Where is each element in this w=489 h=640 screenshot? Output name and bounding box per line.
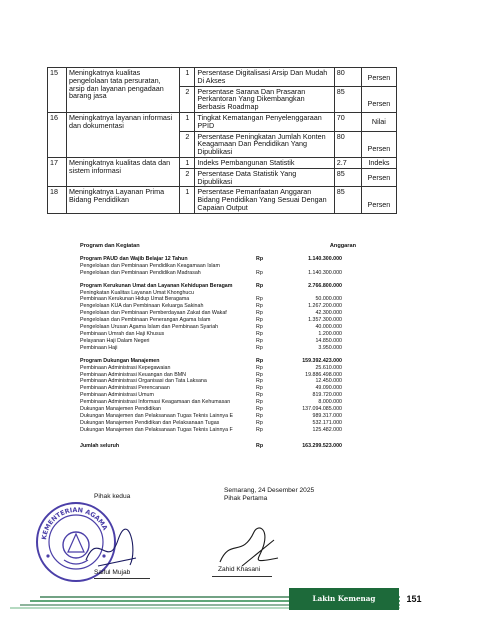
budget-activity-amount: 989.317.000 bbox=[312, 412, 342, 419]
budget-activity-row bbox=[80, 324, 405, 331]
indicator-target-goal: Meningkatnya kualitas data dan sistem informasi bbox=[67, 157, 180, 186]
budget-activity-amount: 8.000.000 bbox=[318, 399, 342, 406]
budget-program-title: Program Dukungan Manajemen bbox=[80, 357, 160, 364]
signature-right-line bbox=[212, 576, 272, 577]
budget-activity-amount: 50.000.000 bbox=[315, 296, 342, 303]
indicator-unit: Persen bbox=[361, 131, 396, 157]
budget-activity-rp: Rp bbox=[256, 378, 263, 385]
budget-program-rp: Rp bbox=[256, 357, 264, 364]
indicator-name: Indeks Pembangunan Statistik bbox=[195, 157, 334, 168]
budget-activity-rp: Rp bbox=[256, 399, 263, 406]
budget-activity-name: Pembinaan Administrasi Kepegawaian bbox=[80, 364, 171, 371]
indicator-item-index: 1 bbox=[180, 157, 195, 168]
budget-activity-rp: Rp bbox=[256, 344, 263, 351]
budget-section bbox=[80, 243, 405, 450]
budget-activity-amount: 532.171.000 bbox=[312, 419, 342, 426]
budget-total-row bbox=[80, 443, 405, 450]
budget-activity-amount: 42.300.000 bbox=[315, 310, 342, 317]
budget-activity-amount: 1.357.300.000 bbox=[308, 317, 342, 324]
budget-program-amount: 1.140.300.000 bbox=[308, 255, 342, 262]
budget-program-group bbox=[80, 256, 405, 277]
indicator-item-index: 2 bbox=[180, 168, 195, 187]
budget-activity-rp: Rp bbox=[256, 392, 263, 399]
footer-banner: Lakin Kemenag Purbalingga bbox=[289, 588, 399, 610]
indicator-item-index: 2 bbox=[180, 131, 195, 157]
budget-program-row bbox=[80, 256, 405, 263]
indicator-group-number: 18 bbox=[48, 187, 67, 213]
budget-activity-name: Pengelolaan Urusan Agama Islam dan Pembinaan Syariah bbox=[80, 324, 219, 331]
budget-activity-name: Pengelolaan dan Pembinaan Pemberdayaan Zakat dan Wakaf bbox=[80, 310, 227, 317]
indicator-name: Persentase Pemanfaatan Anggaran Bidang Pendidikan Yang Sesuai Dengan Capaian Output bbox=[195, 187, 334, 213]
indicator-table bbox=[47, 67, 397, 214]
budget-activity-amount: 819.720.000 bbox=[312, 392, 342, 399]
budget-total-rp: Rp bbox=[256, 442, 264, 449]
budget-activity-name: Pembinaan Administrasi Umum bbox=[80, 392, 154, 399]
indicator-row bbox=[48, 112, 397, 131]
budget-activity-name: Dukungan Manajemen Pendidikan dan Pelaksanaan Tugas bbox=[80, 419, 220, 426]
budget-program-rp: Rp bbox=[256, 255, 264, 262]
budget-activity-name: Dukungan Manajemen Pendidikan bbox=[80, 406, 161, 413]
budget-activity-row bbox=[80, 270, 405, 277]
budget-activity-row bbox=[80, 427, 405, 434]
budget-activity-name: Peningkatan Kualitas Layanan Umat Khonghucu bbox=[80, 289, 194, 296]
budget-activity-name: Pembinaan Kerukunan Hidup Umat Beragama bbox=[80, 296, 190, 303]
page-number: 151 bbox=[406, 594, 422, 604]
indicator-name: Persentase Sarana Dan Prasaran Perkantoran Yang Dikembangkan Berbasis Roadmap bbox=[195, 86, 334, 112]
budget-activity-rp: Rp bbox=[256, 426, 263, 433]
indicator-unit: Indeks bbox=[361, 157, 396, 168]
budget-activity-amount bbox=[292, 263, 342, 270]
indicator-target-value: 70 bbox=[334, 112, 361, 131]
budget-activity-name: Pembinaan Administrasi Perencanaan bbox=[80, 385, 170, 392]
budget-activity-rp: Rp bbox=[256, 337, 263, 344]
budget-program-amount: 2.766.800.000 bbox=[308, 282, 342, 289]
indicator-target-goal: Meningkatnya kualitas pengelolaan tata persuratan, arsip dan layanan pengadaan barang jasa bbox=[67, 68, 180, 113]
left-signature-scribble bbox=[78, 520, 148, 575]
indicator-unit: Persen bbox=[361, 86, 396, 112]
budget-activity-rp: Rp bbox=[256, 317, 263, 324]
budget-activity-name: Pembinaan Administrasi Informasi Keagamaan dan Kehumasan bbox=[80, 399, 231, 406]
indicator-item-index: 1 bbox=[180, 112, 195, 131]
budget-activity-rp: Rp bbox=[256, 371, 263, 378]
budget-activity-amount: 40.000.000 bbox=[315, 324, 342, 331]
budget-total-amount: 163.299.523.000 bbox=[302, 442, 342, 449]
budget-total-label: Jumlah seluruh bbox=[80, 442, 120, 449]
budget-activity-rp: Rp bbox=[256, 364, 263, 371]
right-signature-scribble bbox=[208, 518, 288, 573]
budget-program-rp: Rp bbox=[256, 282, 264, 289]
budget-activity-row bbox=[80, 317, 405, 324]
indicator-target-value: 2.7 bbox=[334, 157, 361, 168]
indicator-group-number: 16 bbox=[48, 112, 67, 157]
budget-activity-rp: Rp bbox=[256, 419, 263, 426]
budget-activity-rp: Rp bbox=[256, 303, 263, 310]
budget-groups bbox=[80, 256, 405, 434]
budget-program-group bbox=[80, 283, 405, 352]
budget-activity-rp: Rp bbox=[256, 330, 263, 337]
indicator-row bbox=[48, 157, 397, 168]
signature-place-date: Semarang, 24 Desember 2025 bbox=[224, 487, 315, 494]
signature-left-name: Saiful Mujab bbox=[94, 569, 131, 576]
budget-activity-amount: 137.094.085.000 bbox=[302, 406, 342, 413]
budget-activity-amount: 1.200.000 bbox=[318, 330, 342, 337]
budget-program-group bbox=[80, 358, 405, 434]
indicator-name: Tingkat Kematangan Penyelenggaraan PPID bbox=[195, 112, 334, 131]
budget-activity-row bbox=[80, 296, 405, 303]
svg-text:KEMENTERIAN AGAMA: KEMENTERIAN AGAMA bbox=[40, 505, 110, 541]
budget-activity-row bbox=[80, 420, 405, 427]
indicator-target-goal: Meningkatnya layanan informasi dan dokumentasi bbox=[67, 112, 180, 157]
budget-activity-amount: 25.610.000 bbox=[315, 364, 342, 371]
budget-activity-rp: Rp bbox=[256, 296, 263, 303]
budget-activity-row bbox=[80, 378, 405, 385]
budget-activity-name: Pengelolaan dan Pembinaan Penerangan Agama Islam bbox=[80, 317, 211, 324]
budget-activity-row bbox=[80, 345, 405, 352]
budget-activity-rp bbox=[256, 290, 292, 297]
budget-activity-amount: 1.140.300.000 bbox=[308, 269, 342, 276]
indicator-unit: Persen bbox=[361, 187, 396, 213]
indicator-unit: Nilai bbox=[361, 112, 396, 131]
budget-activity-amount: 14.850.000 bbox=[315, 337, 342, 344]
budget-header-program: Program dan Kegiatan bbox=[80, 243, 140, 249]
budget-activity-rp: Rp bbox=[256, 385, 263, 392]
indicator-name: Persentase Digitalisasi Arsip Dan Mudah Di Akses bbox=[195, 68, 334, 87]
budget-activity-amount: 12.450.000 bbox=[315, 378, 342, 385]
budget-activity-rp: Rp bbox=[256, 310, 263, 317]
signature-right-name: Zahid Khasani bbox=[218, 566, 261, 573]
budget-activity-row bbox=[80, 392, 405, 399]
budget-activity-row bbox=[80, 372, 405, 379]
budget-activity-row bbox=[80, 331, 405, 338]
budget-activity-row bbox=[80, 365, 405, 372]
budget-activity-amount: 3.950.000 bbox=[318, 344, 342, 351]
indicator-name: Persentase Peningkatan Jumlah Konten Keagamaan Dan Pendidikan Yang Dipublikasi bbox=[195, 131, 334, 157]
budget-activity-name: Pembinaan Administrasi Keuangan dan BMN bbox=[80, 371, 186, 378]
budget-program-title: Program PAUD dan Wajib Belajar 12 Tahun bbox=[80, 255, 188, 262]
budget-activity-amount: 49.090.000 bbox=[315, 385, 342, 392]
budget-program-row bbox=[80, 358, 405, 365]
budget-activity-amount: 125.482.000 bbox=[312, 426, 342, 433]
signature-right-role: Pihak Pertama bbox=[224, 495, 268, 502]
budget-activity-name: Dukungan Manajemen dan Pelaksanaan Tugas Teknis Lainnya E bbox=[80, 412, 234, 419]
budget-activity-rp: Rp bbox=[256, 269, 263, 276]
indicator-row bbox=[48, 187, 397, 213]
indicator-target-value: 80 bbox=[334, 68, 361, 87]
budget-activity-row bbox=[80, 303, 405, 310]
indicator-unit: Persen bbox=[361, 168, 396, 187]
indicator-item-index: 2 bbox=[180, 86, 195, 112]
indicator-target-value: 85 bbox=[334, 168, 361, 187]
budget-activity-name: Pembinaan Haji bbox=[80, 344, 118, 351]
budget-activity-row bbox=[80, 290, 405, 297]
budget-activity-rp bbox=[256, 263, 292, 270]
budget-activity-name: Pembinaan Umrah dan Haji Khusus bbox=[80, 330, 165, 337]
budget-activity-name: Pengelolaan dan Pembinaan Pendidikan Keagamaan Islam bbox=[80, 262, 220, 269]
indicator-table-body bbox=[48, 68, 397, 214]
budget-activity-amount: 1.267.200.000 bbox=[308, 303, 342, 310]
indicator-target-value: 80 bbox=[334, 131, 361, 157]
budget-header bbox=[80, 243, 405, 250]
budget-header-amount: Anggaran bbox=[329, 243, 356, 249]
indicator-item-index: 1 bbox=[180, 68, 195, 87]
budget-activity-name: Pelayanan Haji Dalam Negeri bbox=[80, 337, 150, 344]
signature-left-role: Pihak kedua bbox=[94, 493, 131, 500]
budget-activity-row bbox=[80, 385, 405, 392]
budget-activity-row bbox=[80, 263, 405, 270]
signature-left-line bbox=[94, 578, 150, 579]
budget-activity-row bbox=[80, 406, 405, 413]
indicator-group-number: 15 bbox=[48, 68, 67, 113]
indicator-target-goal: Meningkatnya Layanan Prima Bidang Pendidikan bbox=[67, 187, 180, 213]
budget-program-row bbox=[80, 283, 405, 290]
indicator-target-value: 85 bbox=[334, 187, 361, 213]
budget-activity-amount: 19.886.498.000 bbox=[305, 371, 342, 378]
budget-activity-rp: Rp bbox=[256, 324, 263, 331]
indicator-group-number: 17 bbox=[48, 157, 67, 186]
indicator-item-index: 1 bbox=[180, 187, 195, 213]
budget-activity-name: Pembinaan Administrasi Organisasi dan Tata Laksana bbox=[80, 378, 207, 385]
budget-program-title: Program Kerukunan Umat dan Layanan Kehidupan Beragam bbox=[80, 282, 233, 289]
signature-place-date-block bbox=[224, 487, 314, 503]
budget-activity-name: Pengelolaan KUA dan Pembinaan Keluarga Sakinah bbox=[80, 303, 204, 310]
budget-activity-amount bbox=[292, 290, 342, 297]
budget-program-amount: 159.392.423.000 bbox=[302, 357, 342, 364]
budget-activity-name: Pengelolaan dan Pembinaan Pendidikan Madrasah bbox=[80, 269, 201, 276]
indicator-row bbox=[48, 68, 397, 87]
budget-activity-rp: Rp bbox=[256, 406, 263, 413]
indicator-target-value: 85 bbox=[334, 86, 361, 112]
budget-activity-row bbox=[80, 413, 405, 420]
indicator-unit: Persen bbox=[361, 68, 396, 87]
budget-activity-name: Dukungan Manajemen dan Pelaksanaan Tugas Teknis Lainnya F bbox=[80, 426, 233, 433]
budget-activity-row bbox=[80, 310, 405, 317]
indicator-name: Persentase Data Statistik Yang Dipublikasi bbox=[195, 168, 334, 187]
budget-activity-row bbox=[80, 338, 405, 345]
budget-activity-row bbox=[80, 399, 405, 406]
budget-activity-rp: Rp bbox=[256, 412, 263, 419]
